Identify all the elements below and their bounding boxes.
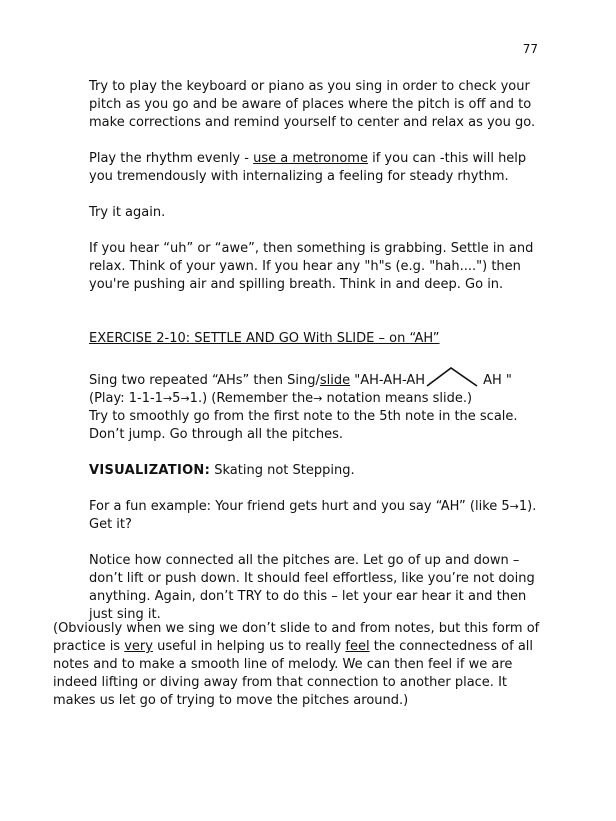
exercise-ah-end: AH " bbox=[483, 373, 512, 388]
note-text-3: the connectedness of all notes and to make a smooth line of melody. We can then feel if we are indeed lifting or diving away from that connection to another place. It makes us let go of trying to move the pitches around.) bbox=[53, 639, 534, 708]
arrow-icon: → bbox=[180, 392, 190, 405]
notation-text: notation means slide.) bbox=[322, 391, 473, 406]
paragraph-grabbing: If you hear “uh” or “awe”, then something is grabbing. Settle in and relax. Think of your yawn. If you hear any "h"s (e.g. "hah....") then you're pushing air and spilling breath. Think in and deep. Go in. bbox=[89, 241, 534, 292]
slide-curve-icon bbox=[425, 366, 483, 390]
rhythm-text-start: Play the rhythm evenly - bbox=[89, 151, 254, 166]
arrow-icon: → bbox=[162, 392, 173, 405]
exercise-heading: EXERCISE 2-10: SETTLE AND GO With SLIDE – on “AH” bbox=[89, 331, 440, 346]
fun-text-start: For a fun example: Your friend gets hurt and you say “AH” (like 5 bbox=[89, 499, 510, 514]
remember-text: 1.) (Remember the bbox=[189, 391, 314, 406]
note-feel-underline: feel bbox=[345, 639, 370, 654]
slide-underline: slide bbox=[319, 373, 351, 388]
paragraph-rhythm bbox=[89, 150, 549, 186]
fun-example bbox=[89, 498, 549, 534]
note-very-underline: very bbox=[124, 639, 153, 654]
arrow-icon: → bbox=[313, 392, 323, 405]
notice-paragraph: Notice how connected all the pitches are. Let go of up and down – don’t lift or push down. It should feel effortless, like you’re not doing anything. Again, don’t TRY to do this – let your ear hear it and then just sing it. bbox=[89, 553, 535, 622]
fun-text-end: 1). Get it? bbox=[89, 499, 537, 532]
page-number: 77 bbox=[522, 42, 538, 56]
visualization-line bbox=[89, 462, 549, 480]
exercise-line-3: Try to smoothly go from the first note to the 5th note in the scale. Don’t jump. Go through all the pitches. bbox=[89, 409, 518, 442]
play-note-five: 5 bbox=[172, 391, 181, 406]
exercise-ah-sequence: "AH-AH-AH bbox=[350, 373, 426, 388]
paragraph-try-again: Try it again. bbox=[89, 205, 166, 220]
visualization-label: VISUALIZATION: bbox=[89, 463, 211, 478]
main-text bbox=[89, 78, 549, 624]
exercise-line-2 bbox=[89, 390, 549, 408]
play-notes-start: (Play: 1-1-1 bbox=[89, 391, 163, 406]
arrow-icon: → bbox=[509, 500, 519, 513]
rhythm-text-end: if you can -this will help you tremendously with internalizing a feeling for steady rhythm. bbox=[89, 151, 527, 184]
paragraph-keyboard: Try to play the keyboard or piano as you sing in order to check your pitch as you go and be aware of places where the pitch is off and to make corrections and remind yourself to center and relax as you go. bbox=[89, 79, 536, 130]
closing-note bbox=[53, 620, 553, 710]
exercise-line-1 bbox=[89, 366, 549, 390]
note-text-1: (Obviously when we sing we don’t slide to and from notes, but this form of practice is bbox=[53, 621, 540, 654]
visualization-text: Skating not Stepping. bbox=[210, 463, 355, 478]
metronome-underline: use a metronome bbox=[253, 151, 368, 166]
note-text-2: useful in helping us to really bbox=[152, 639, 346, 654]
exercise-text-start: Sing two repeated “AHs” then Sing/ bbox=[89, 373, 320, 388]
